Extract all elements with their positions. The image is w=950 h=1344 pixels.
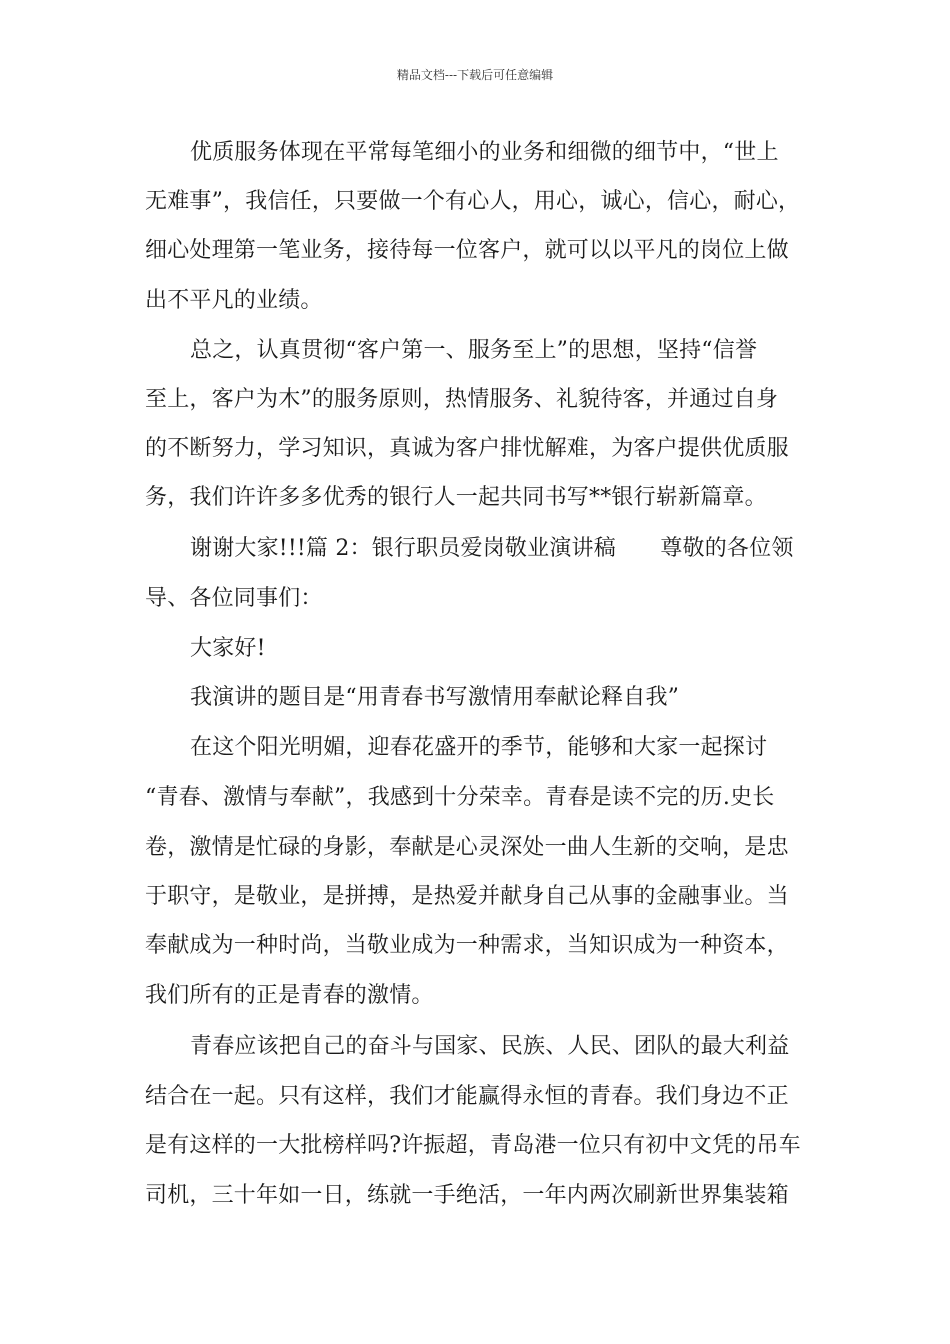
text-line: 至上，客户为木”的服务原则，热情服务、礼貌待客，并通过自身 bbox=[145, 387, 779, 412]
text-line: 导、各位同事们： bbox=[145, 586, 323, 611]
text-line: 细心处理第一笔业务，接待每一位客户，就可以以平凡的岗位上做 bbox=[145, 238, 789, 263]
text-line: 大家好! bbox=[190, 636, 266, 661]
text-line: 无难事”，我信任，只要做一个有心人，用心，诚心，信心，耐心， bbox=[145, 189, 801, 214]
text-line: 结合在一起。只有这样，我们才能赢得永恒的青春。我们身边不正 bbox=[145, 1084, 789, 1109]
text-line: 我演讲的题目是“用青春书写激情用奉献论释自我” bbox=[190, 685, 680, 710]
text-line: 优质服务体现在平常每笔细小的业务和细微的细节中，“世上 bbox=[190, 140, 779, 165]
text-line: 务，我们许许多多优秀的银行人一起共同书写**银行崭新篇章。 bbox=[145, 485, 767, 510]
text-line: 在这个阳光明媚，迎春花盛开的季节，能够和大家一起探讨 bbox=[190, 735, 768, 760]
text-line: 谢谢大家!!!篇 2：银行职员爱岗敬业演讲稿 尊敬的各位领 bbox=[190, 536, 794, 561]
text-line: 总之，认真贯彻“客户第一、服务至上”的思想，坚持“信誉 bbox=[190, 338, 758, 363]
text-line: 司机，三十年如一日，练就一手绝活，一年内两次刷新世界集装箱 bbox=[145, 1183, 789, 1208]
text-line: 卷，激情是忙碌的身影，奉献是心灵深处一曲人生新的交响，是忠 bbox=[145, 835, 789, 860]
text-line: 我们所有的正是青春的激情。 bbox=[145, 983, 434, 1008]
text-line: 奉献成为一种时尚，当敬业成为一种需求，当知识成为一种资本， bbox=[145, 933, 789, 958]
text-line: “青春、激情与奉献”，我感到十分荣幸。青春是读不完的历.史长 bbox=[145, 785, 775, 810]
text-line: 的不断努力，学习知识，真诚为客户排忧解难，为客户提供优质服 bbox=[145, 436, 789, 461]
text-line: 是有这样的一大批榜样吗?许振超，青岛港一位只有初中文凭的吊车 bbox=[145, 1133, 801, 1158]
text-line: 青春应该把自己的奋斗与国家、民族、人民、团队的最大利益 bbox=[190, 1034, 790, 1059]
text-line: 出不平凡的业绩。 bbox=[145, 288, 323, 313]
page-header: 精品文档---下载后可任意编辑 bbox=[396, 68, 554, 82]
text-line: 于职守，是敬业，是拼搏，是热爱并献身自己从事的金融事业。当 bbox=[145, 884, 789, 909]
